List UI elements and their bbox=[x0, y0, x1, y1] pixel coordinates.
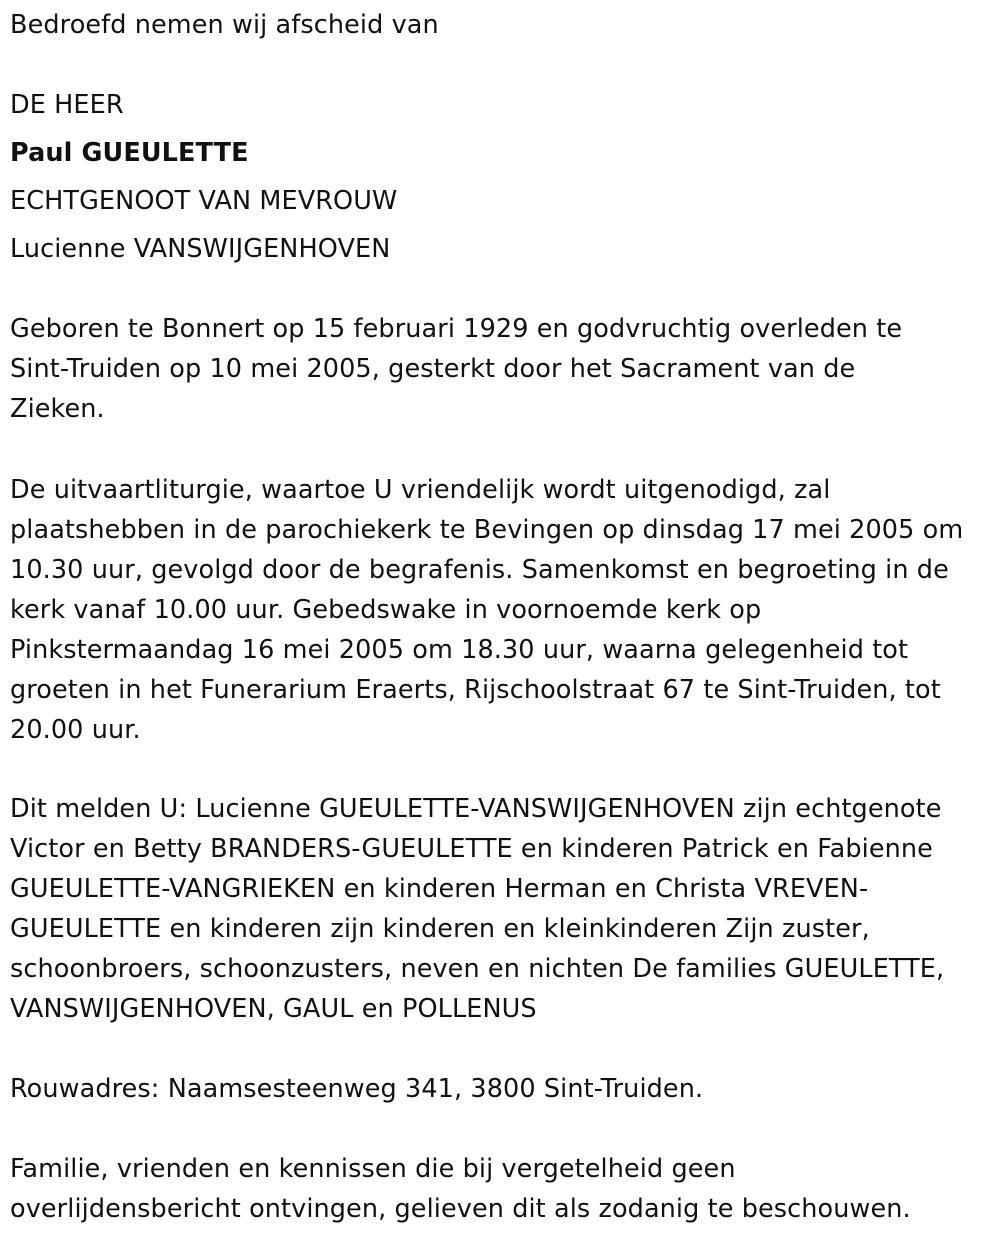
funeral-line: Pinkstermaandag 16 mei 2005 om 18.30 uur, waarna gelegenheid tot bbox=[10, 635, 909, 665]
funeral-line: De uitvaartliturgie, waartoe U vriendelijk wordt uitgenodigd, zal bbox=[10, 475, 831, 505]
funeral-line: groeten in het Funerarium Eraerts, Rijschoolstraat 67 te Sint-Truiden, tot bbox=[10, 675, 941, 705]
family-line: Dit melden U: Lucienne GUEULETTE-VANSWIJGENHOVEN zijn echtgenote bbox=[10, 794, 942, 824]
funeral-line: 20.00 uur. bbox=[10, 715, 141, 745]
funeral-line: 10.30 uur, gevolgd door de begrafenis. Samenkomst en begroeting in de bbox=[10, 555, 949, 585]
address-paragraph bbox=[10, 1069, 995, 1109]
funeral-paragraph bbox=[10, 470, 995, 750]
family-line: GUEULETTE en kinderen zijn kinderen en kleinkinderen Zijn zuster, bbox=[10, 914, 870, 944]
birth-death-line: Zieken. bbox=[10, 394, 105, 424]
birth-death-line: Sint-Truiden op 10 mei 2005, gesterkt door het Sacrament van de bbox=[10, 354, 856, 384]
funeral-line: kerk vanaf 10.00 uur. Gebedswake in voornoemde kerk op bbox=[10, 595, 762, 625]
family-line: Victor en Betty BRANDERS-GUEULETTE en kinderen Patrick en Fabienne bbox=[10, 834, 933, 864]
birth-death-paragraph bbox=[10, 309, 995, 429]
spouse-name: Lucienne VANSWIJGENHOVEN bbox=[10, 234, 391, 264]
spouse-label: ECHTGENOOT VAN MEVROUW bbox=[10, 186, 398, 216]
family-line: VANSWIJGENHOVEN, GAUL en POLLENUS bbox=[10, 994, 537, 1024]
intro-text: Bedroefd nemen wij afscheid van bbox=[10, 10, 439, 40]
closing-line: Familie, vrienden en kennissen die bij vergetelheid geen bbox=[10, 1154, 736, 1184]
family-line: GUEULETTE-VANGRIEKEN en kinderen Herman en Christa VREVEN- bbox=[10, 874, 869, 904]
deceased-title: DE HEER bbox=[10, 90, 124, 120]
address-line: Rouwadres: Naamsesteenweg 341, 3800 Sint-Truiden. bbox=[10, 1074, 704, 1104]
deceased-name: Paul GUEULETTE bbox=[10, 138, 249, 168]
closing-paragraph bbox=[10, 1149, 995, 1229]
closing-line: overlijdensbericht ontvingen, gelieven dit als zodanig te beschouwen. bbox=[10, 1194, 911, 1224]
family-paragraph bbox=[10, 789, 995, 1029]
funeral-line: plaatshebben in de parochiekerk te Bevingen op dinsdag 17 mei 2005 om bbox=[10, 515, 964, 545]
birth-death-line: Geboren te Bonnert op 15 februari 1929 en godvruchtig overleden te bbox=[10, 314, 903, 344]
family-line: schoonbroers, schoonzusters, neven en nichten De families GUEULETTE, bbox=[10, 954, 945, 984]
